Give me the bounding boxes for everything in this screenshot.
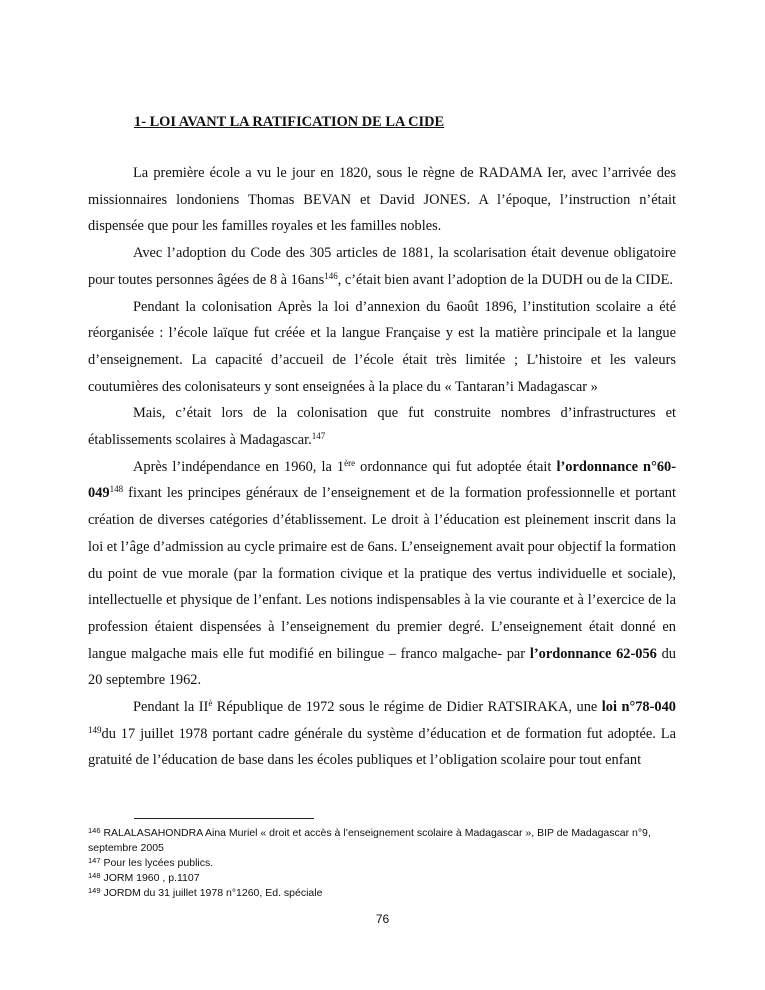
page-number: 76 [375,912,390,926]
footnote-148: $^{148}$ JORM 1960 , p.1107 [88,871,200,884]
footnote-149: $^{149}$ JORDM du 31 juillet 1978 n°1260, Ed. spéciale [88,886,323,899]
footnote-ref-147[interactable]: 147 [311,431,326,442]
ordinance-62-056: l’ordonnance 62-056 [529,645,657,662]
footnote-147: $^{147}$ Pour les lycées publics. [88,856,214,869]
ordinal-superscript: ère [344,457,356,468]
ordinal-superscript: è [208,698,213,709]
footnote-ref-149[interactable]: 149 [88,724,102,735]
footnotes [88,826,688,901]
footnote-separator [134,818,314,819]
law-78-040: loi n°78-040 [601,699,676,716]
paragraph-3: Pendant la colonisation Après la loi d’annexion du 6août 1896, l’institution scolaire a été réorganisée : l’école laïque fut créée et la langue Française y est la matière principale et la langue d’enseignement. La capacité d’accueil de l’école était très limitée ; L’histoire et les valeurs coutumières des colonisateurs y sont enseignées à la place du « Tantaran’i Madagascar » [88,298,676,395]
section-heading: 1- LOI AVANT LA RATIFICATION DE LA CIDE [134,114,445,130]
paragraph-2: Avec l’adoption du Code des 305 articles de 1881, la scolarisation était devenue obligatoire pour toutes personnes âgées de 8 à 16ans$^{146}$, c’était bien avant l’adoption de la DUDH ou de la CIDE. [88,245,676,288]
paragraph-4: Mais, c’était lors de la colonisation que fut construite nombres d’infrastructures et établissements scolaires à Madagascar.$^{147}$ [88,405,676,449]
paragraph-5: Après l’indépendance en 1960, la 1ère ordonnance qui fut adoptée était l’ordonnance $n^\circ 60-049^{148}$ fixant les principes généraux de l’enseignement et de la formation professionnelle et portant création de diverses catégories d’établissement. Le droit à l’éducation est pleinement inscrit dans la loi et l’âge d’admission au cycle primaire est de 6ans. L’enseignement avait pour objectif la formation du point de vue morale (par la formation civique et la pratique des vertus individuelle et sociale), intellectuelle et physique de l’enfant. Les notions indispensables à la vie courante et à l’exercice de la profession étaient dispensées à l’enseignement du premier degré. L’enseignement était donné en langue malgache mais elle fut modifié en bilingue – franco malgache- par l’ordonnance 62-056 du 20 septembre 1962. [88,457,677,689]
footnote-146: $^{146}$ RALALASAHONDRA Aina Muriel « droit et accès à l’enseignement scolaire à Madagascar », BIP de Madagascar n°9, septembre 2005 [88,826,651,854]
footnote-ref-148[interactable]: 148 [109,484,124,495]
footnote-ref-146[interactable]: 146 [324,270,338,281]
paragraph-6: Pendant la $II^è$ République de 1972 sous le régime de Didier RATSIRAKA, une loi n°78-040 $^{149}$du 17 juillet 1978 portant cadre générale du système d’éducation et de formation fut adoptée. La gratuité de l’éducation de base dans les écoles publiques et l’obligation scolaire pour tout enfant [88,698,676,769]
paragraph-1: La première école a vu le jour en 1820, sous le règne de RADAMA Ier, avec l’arrivée des missionnaires londoniens Thomas BEVAN et David JONES. A l’époque, l’instruction n’était dispensée que pour les familles royales et les familles nobles. [88,165,676,235]
ordinance-60-049: l’ordonnance n°60-049 [88,458,677,502]
body-content [88,160,676,774]
